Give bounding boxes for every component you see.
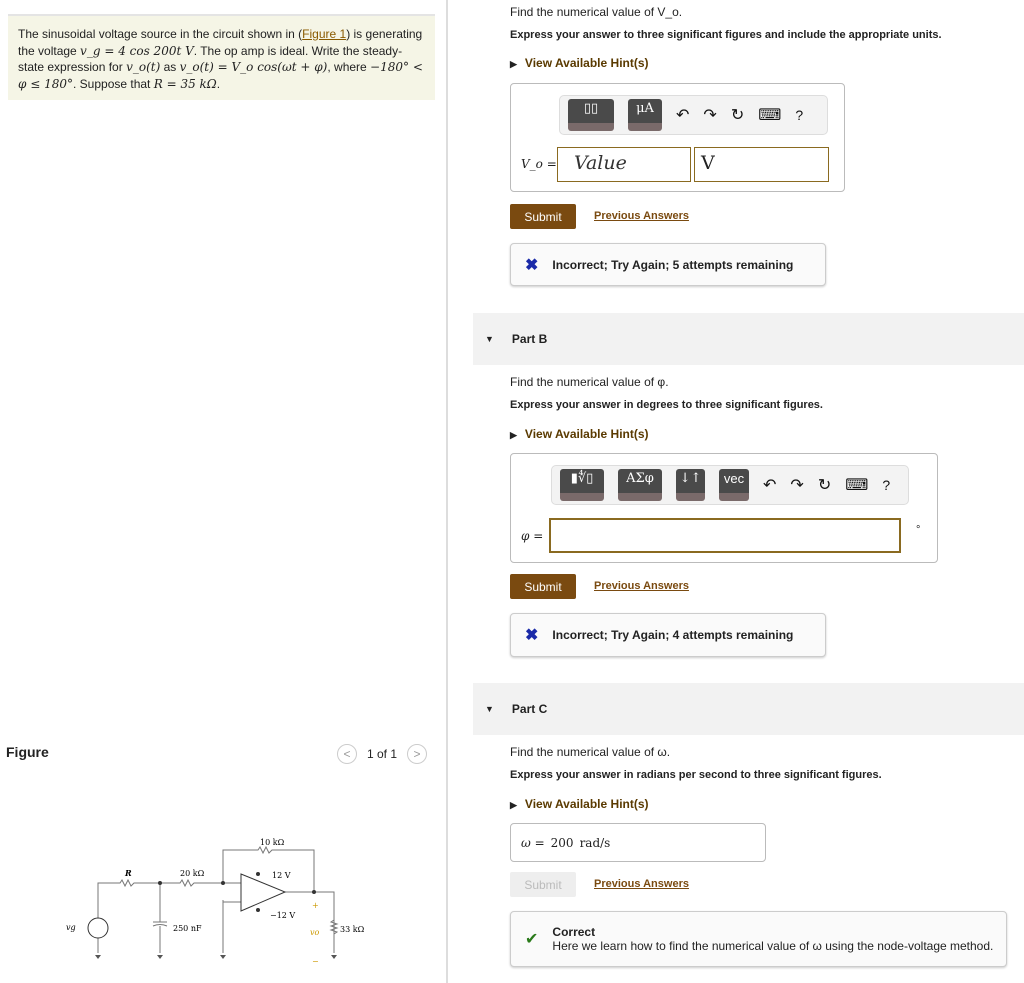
- next-figure-button[interactable]: >: [407, 744, 427, 764]
- part-c-feedback: [510, 911, 1007, 967]
- arrows-button[interactable]: ↓↑: [676, 469, 705, 501]
- keyboard-icon[interactable]: ⌨: [845, 477, 869, 494]
- part-b-answer-box: [510, 453, 938, 563]
- part-b-previous-answers-link[interactable]: Previous Answers: [594, 580, 689, 592]
- part-b-header[interactable]: [473, 313, 1024, 365]
- degree-unit: °: [916, 524, 921, 536]
- help-icon[interactable]: ?: [882, 477, 891, 493]
- reset-icon[interactable]: ↻: [730, 107, 745, 124]
- part-b-question: Find the numerical value of φ.: [510, 375, 669, 389]
- label-plus: +: [312, 901, 319, 910]
- feedback-text: Incorrect; Try Again; 4 attempts remaining: [552, 628, 794, 642]
- incorrect-x-icon: ✖: [525, 256, 539, 274]
- reset-icon[interactable]: ↻: [817, 477, 832, 494]
- part-a-feedback: [510, 243, 826, 286]
- label-r: R: [125, 868, 132, 878]
- label-12v: 12 V: [272, 871, 291, 880]
- text: , where: [327, 60, 371, 74]
- part-b-title: Part B: [511, 332, 548, 346]
- prev-figure-button[interactable]: <: [337, 744, 357, 764]
- text: .: [216, 76, 221, 91]
- collapse-triangle-icon: ▼: [485, 704, 494, 714]
- feedback-text: Incorrect; Try Again; 5 attempts remaining: [552, 257, 794, 272]
- part-a-submit-button[interactable]: Submit: [510, 204, 576, 229]
- collapse-triangle-icon: ▼: [485, 334, 494, 344]
- part-c-submit-button[interactable]: Submit: [510, 872, 576, 897]
- part-c-previous-answers-link[interactable]: Previous Answers: [594, 878, 689, 890]
- figure-pager: [337, 744, 427, 764]
- part-a-question: Find the numerical value of V_o.: [510, 5, 683, 19]
- math-expr: v_o(t) = V_o cos(ωt + φ): [179, 60, 328, 74]
- label-10k: 10 kΩ: [260, 838, 285, 847]
- text: . Suppose that: [73, 76, 154, 91]
- vector-button[interactable]: vec: [719, 469, 749, 501]
- part-b-hint-toggle[interactable]: ▶ View Available Hint(s): [510, 427, 649, 441]
- feedback-text: Here we learn how to find the numerical value of ω using the node-voltage method.: [552, 939, 994, 953]
- phi-label: φ =: [521, 529, 544, 543]
- part-c-instructions: Express your answer in radians per second to three significant figures.: [510, 769, 882, 781]
- templates-button[interactable]: ▯▯: [568, 99, 614, 131]
- math-vo: v_o(t): [126, 60, 161, 74]
- label-20k: 20 kΩ: [180, 869, 205, 878]
- part-b-feedback: [510, 613, 826, 657]
- help-icon[interactable]: ?: [795, 107, 804, 123]
- math-vg: v_g = 4 cos 200t V: [80, 43, 194, 58]
- incorrect-x-icon: ✖: [525, 627, 539, 644]
- redo-icon[interactable]: ↷: [703, 107, 717, 124]
- label-vo: vo: [310, 928, 320, 937]
- part-c-title: Part C: [511, 702, 548, 716]
- value-input[interactable]: Value: [557, 147, 691, 182]
- part-b-submit-button[interactable]: Submit: [510, 574, 576, 599]
- undo-icon[interactable]: ↶: [763, 477, 777, 494]
- label-33k: 33 kΩ: [340, 925, 365, 934]
- text: . The op amp is ideal. Write the steady-state expression for: [18, 43, 403, 74]
- greek-button[interactable]: ΑΣφ: [618, 469, 662, 501]
- part-a-previous-answers-link[interactable]: Previous Answers: [594, 210, 689, 222]
- math-toolbar: [551, 465, 909, 505]
- panel-divider[interactable]: [446, 0, 448, 983]
- part-c-answer-display: [510, 823, 766, 862]
- check-icon: ✔: [525, 931, 539, 948]
- text: ) is generating the voltage: [18, 27, 423, 58]
- part-a-answer-box: [510, 83, 845, 192]
- redo-icon[interactable]: ↷: [790, 477, 804, 494]
- label-250nf: 250 nF: [173, 924, 202, 933]
- omega-unit: rad/s: [579, 835, 611, 850]
- undo-icon[interactable]: ↶: [676, 107, 690, 124]
- math-toolbar: [559, 95, 828, 135]
- omega-label: ω =: [521, 835, 545, 850]
- label-vg: vg: [66, 923, 76, 932]
- part-a-instructions: Express your answer to three significant figures and include the appropriate units.: [510, 29, 942, 41]
- units-input[interactable]: V: [694, 147, 829, 182]
- label-minus: −: [312, 957, 319, 966]
- phi-input[interactable]: [549, 518, 901, 553]
- part-b-instructions: Express your answer in degrees to three significant figures.: [510, 399, 823, 411]
- part-c-question: Find the numerical value of ω.: [510, 745, 671, 759]
- math-r: R = 35 kΩ: [153, 76, 217, 91]
- text: as: [160, 60, 180, 74]
- part-c-hint-toggle[interactable]: ▶ View Available Hint(s): [510, 797, 649, 811]
- omega-value: 200: [550, 835, 574, 850]
- math-range: −180° < φ ≤ 180°: [18, 60, 423, 91]
- problem-statement: [8, 14, 435, 100]
- circuit-diagram: [60, 830, 400, 980]
- keyboard-icon[interactable]: ⌨: [758, 107, 782, 124]
- part-c-header[interactable]: [473, 683, 1024, 735]
- figure-label: Figure: [6, 744, 49, 760]
- feedback-title: Correct: [552, 925, 596, 939]
- vo-label: V_o =: [521, 157, 557, 171]
- templates-button[interactable]: ▮∜▯: [560, 469, 604, 501]
- page-indicator: 1 of 1: [367, 747, 398, 761]
- part-a-hint-toggle[interactable]: ▶ View Available Hint(s): [510, 56, 649, 70]
- text: The sinusoidal voltage source in the circuit shown in (: [18, 27, 303, 41]
- figure-link[interactable]: Figure 1: [302, 27, 347, 41]
- label-neg12v: −12 V: [270, 911, 296, 920]
- units-button[interactable]: μA: [628, 99, 662, 131]
